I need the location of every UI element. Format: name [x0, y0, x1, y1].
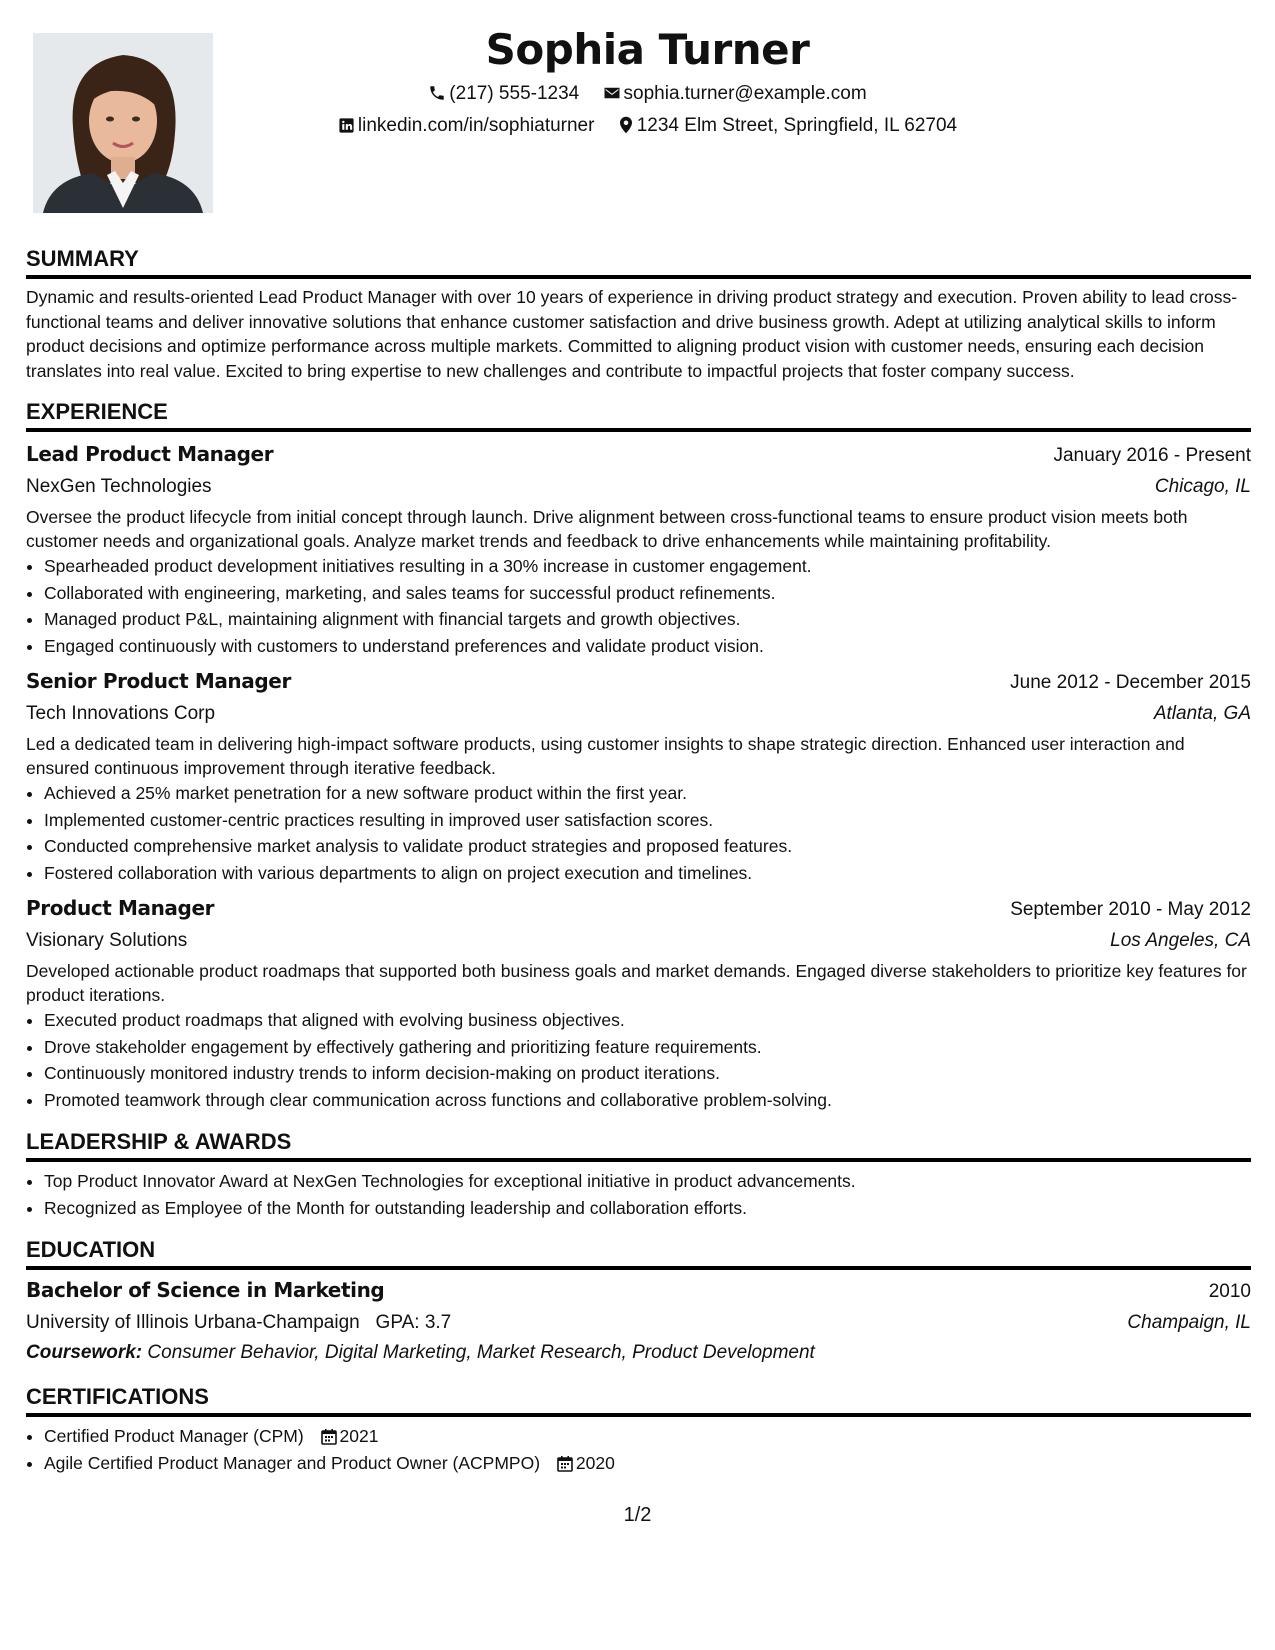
job-location: Chicago, IL — [1154, 476, 1251, 498]
education-section — [26, 1235, 1251, 1368]
section-title-summary: SUMMARY — [26, 244, 1251, 279]
list-item: • Conducted comprehensive market analysis to validate product strategies and proposed features. — [44, 833, 1251, 860]
certification-year: 2020 — [575, 1452, 615, 1473]
list-item: • Fostered collaboration with various departments to align on project execution and timelines. — [44, 860, 1251, 887]
list-item: • Drove stakeholder engagement by effectively gathering and prioritizing feature requirements. — [44, 1034, 1251, 1061]
list-item — [44, 1423, 1251, 1450]
job-entry — [26, 665, 1251, 886]
linkedin-icon — [338, 117, 355, 134]
job-dates: September 2010 - May 2012 — [1010, 899, 1251, 921]
list-item: • Collaborated with engineering, marketing, and sales teams for successful product refinements. — [44, 580, 1251, 607]
certification-year: 2021 — [339, 1426, 379, 1447]
job-entry — [26, 892, 1251, 1113]
job-entry — [26, 438, 1251, 659]
list-item: • Managed product P&L, maintaining alignment with financial targets and growth objectives. — [44, 606, 1251, 633]
job-bullets — [26, 1007, 1251, 1113]
job-description: Led a dedicated team in delivering high-impact software products, using customer insights to shape strategic direction. Enhanced user interaction and ensured continuous improvement through iterative feedback. — [26, 734, 1185, 779]
job-title: Product Manager — [26, 896, 215, 921]
job-title: Senior Product Manager — [26, 669, 291, 694]
phone-text: (217) 555-1234 — [449, 83, 580, 104]
list-item: • Engaged continuously with customers to understand preferences and validate product vision. — [44, 633, 1251, 660]
phone-icon — [428, 84, 446, 102]
job-title: Lead Product Manager — [26, 442, 274, 467]
page-number: 1/2 — [623, 1504, 652, 1526]
calendar-icon — [557, 1455, 573, 1472]
job-description: Developed actionable product roadmaps that supported both business goals and market demands. Engaged diverse stakeholders to prioritize key features for product iterations. — [26, 961, 1247, 1006]
list-item: • Achieved a 25% market penetration for a new software product within the first year. — [44, 780, 1251, 807]
list-item: • Spearheaded product development initiatives resulting in a 30% increase in customer engagement. — [44, 553, 1251, 580]
job-bullets — [26, 553, 1251, 659]
address-contact — [618, 115, 957, 136]
list-item: • Recognized as Employee of the Month for outstanding leadership and collaboration efforts. — [44, 1195, 1251, 1222]
certification-name: Certified Product Manager (CPM) — [44, 1426, 304, 1447]
list-item: • Continuously monitored industry trends to inform decision-making on product iterations. — [44, 1060, 1251, 1087]
school-location: Champaign, IL — [1127, 1312, 1251, 1334]
job-location: Atlanta, GA — [1153, 703, 1251, 725]
job-location: Los Angeles, CA — [1110, 930, 1251, 952]
contact-row-2 — [20, 110, 1275, 142]
list-item: • Promoted teamwork through clear communication across functions and collaborative problem-solving. — [44, 1087, 1251, 1114]
degree-title: Bachelor of Science in Marketing — [26, 1278, 385, 1303]
envelope-icon — [603, 84, 621, 102]
coursework-list: Consumer Behavior, Digital Marketing, Market Research, Product Development — [147, 1342, 815, 1364]
resume-header — [0, 22, 1275, 142]
list-item: • Top Product Innovator Award at NexGen Technologies for exceptional initiative in product advancements. — [44, 1168, 1251, 1195]
certification-name: Agile Certified Product Manager and Product Owner (ACPMPO) — [44, 1452, 541, 1473]
job-dates: June 2012 - December 2015 — [1010, 672, 1251, 694]
job-company: Visionary Solutions — [26, 930, 188, 952]
coursework — [26, 1338, 1251, 1368]
phone-contact[interactable] — [428, 83, 584, 104]
experience-section — [26, 397, 1251, 1113]
school-name: University of Illinois Urbana-Champaign — [26, 1312, 360, 1334]
email-text: sophia.turner@example.com — [623, 83, 867, 104]
awards-list — [26, 1168, 1251, 1221]
candidate-name: Sophia Turner — [485, 25, 810, 74]
certifications-section — [26, 1382, 1251, 1476]
list-item: • Implemented customer-centric practices resulting in improved user satisfaction scores. — [44, 807, 1251, 834]
summary-section — [26, 244, 1251, 383]
section-title-leadership: LEADERSHIP & AWARDS — [26, 1127, 1251, 1162]
job-description: Oversee the product lifecycle from initial concept through launch. Drive alignment between cross-functional teams to ensure product vision meets both customer needs and organizational goals. Analyze market trends and feedback to drive enhancements while maintaining profitability. — [26, 507, 1188, 552]
section-title-certifications: CERTIFICATIONS — [26, 1382, 1251, 1417]
job-dates: January 2016 - Present — [1053, 445, 1251, 467]
job-bullets — [26, 780, 1251, 886]
section-title-experience: EXPERIENCE — [26, 397, 1251, 432]
list-item: • Executed product roadmaps that aligned with evolving business objectives. — [44, 1007, 1251, 1034]
job-company: NexGen Technologies — [26, 476, 212, 498]
linkedin-text: linkedin.com/in/sophiaturner — [357, 115, 595, 136]
summary-text: Dynamic and results-oriented Lead Product Manager with over 10 years of experience in driving product strategy and execution. Proven ability to lead cross-functional teams and deliver innovative solutions that enhance customer satisfaction and drive business growth. Adept at utilizing analytical skills to inform product decisions and optimize performance across multiple markets. Committed to aligning product vision with customer needs, ensuring each decision translates into real value. Excited to bring expertise to new challenges and contribute to impactful projects that foster company success. — [26, 287, 1238, 381]
map-pin-icon — [618, 116, 634, 134]
coursework-label: Coursework: — [26, 1342, 143, 1364]
leadership-section — [26, 1127, 1251, 1221]
graduation-year: 2010 — [1208, 1281, 1251, 1303]
gpa: GPA: 3.7 — [375, 1312, 452, 1334]
job-company: Tech Innovations Corp — [26, 703, 216, 725]
linkedin-contact[interactable] — [338, 115, 600, 136]
email-contact[interactable] — [603, 83, 867, 104]
resume-body — [26, 244, 1251, 1490]
address-text: 1234 Elm Street, Springfield, IL 62704 — [636, 115, 958, 136]
section-title-education: EDUCATION — [26, 1235, 1251, 1270]
calendar-icon — [321, 1428, 337, 1445]
list-item — [44, 1450, 1251, 1477]
certifications-list — [26, 1423, 1251, 1476]
contact-row-1 — [20, 78, 1275, 110]
